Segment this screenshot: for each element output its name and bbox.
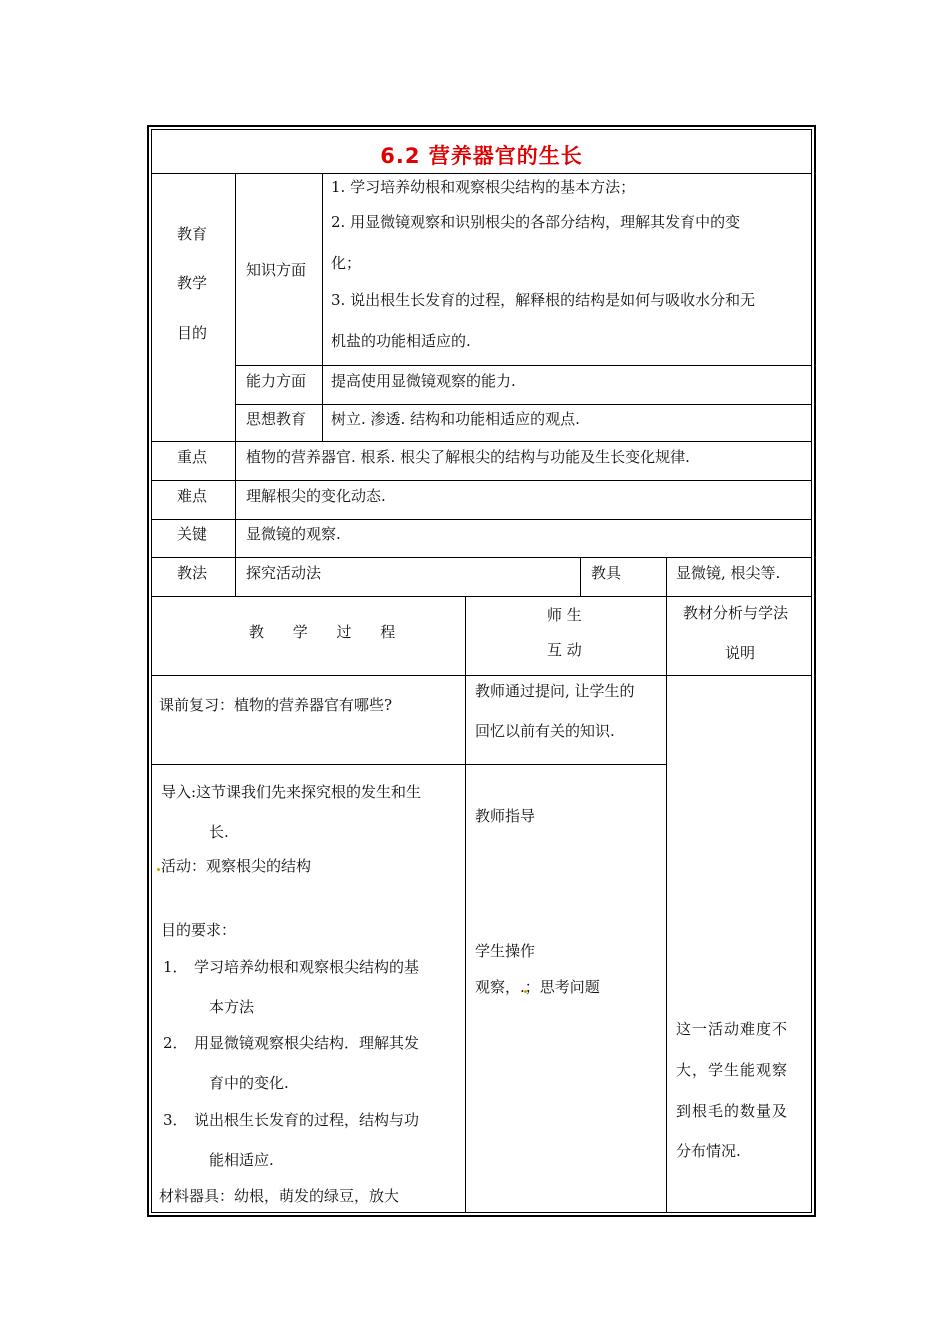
knowledge-label: 知识方面 (246, 261, 307, 279)
col-rule-labels (235, 441, 236, 596)
rule-below-crux (151, 557, 812, 558)
goal-1-number: 1． (163, 958, 188, 976)
knowledge-line-3: 化； (331, 254, 362, 272)
col-rule-objectives (235, 173, 236, 441)
method-text: 探究活动法 (246, 564, 322, 582)
col-rule-tools (666, 557, 667, 596)
col-rule-method (580, 557, 581, 596)
ideology-text: 树立. 渗透. 结构和功能相适应的观点. (331, 410, 580, 428)
rule-below-title (151, 173, 812, 174)
intro-line-2: 长. (209, 823, 229, 841)
rule-below-method (151, 596, 812, 597)
knowledge-line-1: 1. 学习培养幼根和观察根尖结构的基本方法； (331, 178, 636, 196)
page-title: 6.2 营养器官的生长 (380, 144, 583, 168)
objectives-header-1: 教育 (177, 225, 208, 243)
review-teacher-line-2: 回忆以前有关的知识. (475, 722, 615, 740)
goal-3-line-2: 能相适应. (209, 1151, 274, 1169)
goal-2-number: 2． (163, 1034, 188, 1052)
ability-label: 能力方面 (246, 372, 307, 390)
difficulty-label: 难点 (177, 487, 208, 505)
crux-text: 显微镜的观察. (246, 525, 341, 543)
intro-line-1: 导入:这节课我们先来探究根的发生和生 (161, 783, 422, 801)
rule-below-review (151, 764, 666, 765)
rule-below-difficulty (151, 519, 812, 520)
rule-below-process-header (151, 675, 666, 676)
method-label: 教法 (177, 564, 208, 582)
col-rule-subcategory (322, 173, 323, 441)
rule-below-key-point (151, 480, 812, 481)
tools-label: 教具 (591, 564, 622, 582)
goal-3-number: 3． (163, 1111, 188, 1129)
materials-line: 材料器具：幼根，萌发的绿豆，放大 (159, 1187, 400, 1205)
col-rule-process (465, 596, 466, 1213)
process-header: 教 学 过 程 (249, 623, 408, 641)
analysis-line-1: 这一活动难度不 (676, 1020, 789, 1038)
interaction-header-1: 师 生 (547, 606, 582, 624)
yellow-dot-mark (157, 868, 160, 871)
analysis-line-2: 大，学生能观察 (676, 1061, 789, 1079)
analysis-line-4: 分布情况. (676, 1142, 741, 1160)
student-operation: 学生操作 (475, 942, 536, 960)
review-text: 课前复习：植物的营养器官有哪些? (159, 696, 393, 714)
knowledge-line-2: 2. 用显微镜观察和识别根尖的各部分结构，理解其发育中的变 (331, 213, 741, 231)
tools-text: 显微镜, 根尖等. (676, 564, 781, 582)
goal-1-line-1: 学习培养幼根和观察根尖结构的基 (194, 958, 420, 976)
difficulty-text: 理解根尖的变化动态. (246, 487, 386, 505)
analysis-header-2: 说明 (725, 644, 756, 662)
crux-label: 关键 (177, 525, 208, 543)
ability-text: 提高使用显微镜观察的能力. (331, 372, 516, 390)
objectives-header-2: 教学 (177, 274, 208, 292)
col-rule-interaction (666, 596, 667, 1213)
analysis-header-1: 教材分析与学法 (683, 604, 789, 622)
rule-below-analysis-header (666, 675, 812, 676)
analysis-line-3: 到根毛的数量及 (676, 1102, 789, 1120)
goal-3-line-1: 说出根生长发育的过程，结构与功 (194, 1111, 420, 1129)
ideology-label: 思想教育 (246, 410, 307, 428)
teacher-guide: 教师指导 (475, 807, 536, 825)
goal-2-line-2: 育中的变化. (209, 1074, 289, 1092)
goals-title: 目的要求： (161, 921, 237, 939)
interaction-header-2: 互 动 (547, 641, 582, 659)
activity-line: 活动：观察根尖的结构 (161, 857, 312, 875)
goal-1-line-2: 本方法 (209, 998, 255, 1016)
goal-2-line-1: 用显微镜观察根尖结构．理解其发 (194, 1034, 420, 1052)
knowledge-line-5: 机盐的功能相适应的. (331, 332, 471, 350)
key-point-text: 植物的营养器官. 根系. 根尖了解根尖的结构与功能及生长变化规律. (246, 448, 690, 466)
objectives-header-3: 目的 (177, 324, 208, 342)
knowledge-line-4: 3. 说出根生长发育的过程，解释根的结构是如何与吸收水分和无 (331, 291, 756, 309)
key-point-label: 重点 (177, 448, 208, 466)
rule-below-objectives (151, 441, 812, 442)
observe-line: 观察，.；思考问题 (475, 978, 600, 996)
review-teacher-line-1: 教师通过提问, 让学生的 (475, 682, 635, 700)
